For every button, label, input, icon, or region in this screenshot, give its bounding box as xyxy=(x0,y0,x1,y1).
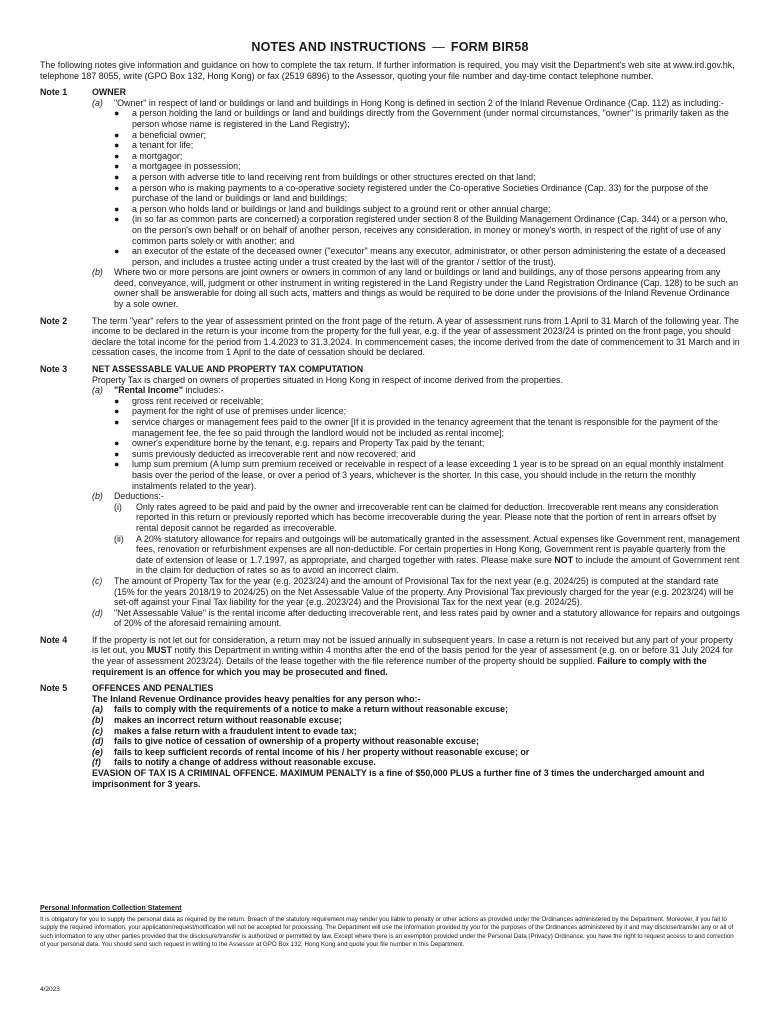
pics-text: It is obligatory for you to supply the personal data as required by the return. Breach of the statutory requirement may render you liable to penalty or other actions as provided under the Ordinances administered by the Department. Moreover, if you fail to supply the required information, your application/request/notification will not be accepted for processing. The Department will use the information provided by you for the purposes of the Ordinances administered by it and may disclose/transfer any or all of such information to any other parties provided that the disclosure/transfer is authorized or permitted by law. Except where there is an exemption provided under the Personal Data (Privacy) Ordinance, you have the right to request access to and correction of your personal data. You should send such request in writing to the Assessor at GPO Box 132, Hong Kong and quote your file number in this Department. xyxy=(40,915,734,949)
page-title xyxy=(40,40,740,54)
list-item: ● a person with adverse title to land receiving rent from buildings or other structures erected on that land; xyxy=(114,171,536,182)
note-3-d-label: (d) xyxy=(92,607,103,618)
note-3-c-label: (c) xyxy=(92,575,103,586)
note-2-text: The term "year" refers to the year of assessment printed on the front page of the return. A year of assessment runs from 1 April to 31 March of the following year. The income to be declared in the return is your income from the property for the full year, e.g. if the year of assessment 2023/24 is printed on the front page, you should declare the total income for the period from 1.4.2023 to 31.3.2024. In commencement cases, the income derived from the date of commencement to 31 March and in cessation cases, the income from 1 April to the date of cessation should be declared. xyxy=(92,315,740,358)
list-item: ● (in so far as common parts are concerned) a corporation registered under section 8 of the Building Management Ordinance (Cap. 344) or a person who, on the person's own behalf or on behalf of another person, receives any consideration, in money or money's worth, in respect of the right of use of any common parts solely or with another; and xyxy=(114,214,728,246)
note-4-text-post: notify this Department in writing within 4 months after the end of the basis period for the year of assessment (e.g. on or before 31 July 2024 for the year of assessment 2023/24). Details of the lease together with the file reference number of the property should be supplied. xyxy=(92,645,733,667)
form-version: 4/2023 xyxy=(40,986,60,993)
note-5-lead: The Inland Revenue Ordinance provides heavy penalties for any person who:- xyxy=(92,693,421,704)
note-5-label: Note 5 xyxy=(40,683,68,694)
note-3-lead: Property Tax is charged on owners of properties situated in Hong Kong in respect of income derived from the properties. xyxy=(92,374,563,385)
list-item: (a) fails to comply with the requirements of a notice to make a return without reasonable excuse; xyxy=(92,704,509,715)
list-item: ● sums previously deducted as irrecoverable rent and now recovered; and xyxy=(114,448,416,459)
list-item: ● lump sum premium (A lump sum premium received or receivable in respect of a lease exceeding 1 year is to be spread on an equal monthly instalment basis over the period of the lease, or over a period of 3 years, whichever is the shorter. In this case, you should include in the return the monthly instalments related to the year). xyxy=(114,459,724,491)
list-item: ● a person who holds land or buildings or land and buildings subject to a ground rent or other annual charge; xyxy=(114,203,551,214)
note-1-b-label: (b) xyxy=(92,267,103,278)
note-3-b-label: (b) xyxy=(92,491,103,502)
rental-income-list xyxy=(114,396,740,491)
note-1-b-text: Where two or more persons are joint owners or owners in common of any land or buildings or land and buildings, any of those persons appearing from any deed, conveyance, will, judgment or other instrument in writing registered in the Land Registry under the Land Registration Ordinance (Cap. 128) to be such an owner shall be answerable for doing all such acts, matters and things as would be required to be done under the provisions of the Inland Revenue Ordinance by a sole owner. xyxy=(114,267,739,310)
note-1-heading: OWNER xyxy=(92,87,127,98)
list-item: ● service charges or management fees paid to the owner [If it is provided in the tenancy agreement that the tenant is responsible for the payment of the management fee, the fee so paid through the landlord would not be included as rental income]; xyxy=(114,417,719,438)
list-item: ● an executor of the estate of the deceased owner ("executor" means any executor, administrator, or other person administering the estate of a deceased person, and includes a trustee acting under a trust created by the last will of the grantor / settlor of the trust). xyxy=(114,246,726,267)
note-1-a-text: "Owner" in respect of land or buildings or land and buildings in Hong Kong is defined in section 2 of the Inland Revenue Ordinance (Cap. 112) as including:- xyxy=(114,97,725,108)
note-1-a-label: (a) xyxy=(92,97,103,108)
note-4 xyxy=(40,635,740,677)
note-3-b-ii-text-pre: A 20% statutory allowance for repairs and outgoings will be automatically granted in the assessment. Actual expenses like Government rent, management fees, renovation or refurbishment expenses are all non-deductible. For certain properties in Hong Kong, Government rent is payable quarterly from the date of extension of lease or 1.7.1997, as appropriate, and charged together with rates. Please make sure xyxy=(136,533,740,565)
title-dash: — xyxy=(432,40,445,54)
note-3 xyxy=(40,364,740,629)
evasion-warning: EVASION OF TAX IS A CRIMINAL OFFENCE. MAXIMUM PENALTY is a fine of $50,000 PLUS a further fine of 3 times the undercharged amount and imprisonment for 3 years. xyxy=(92,768,705,789)
note-4-label: Note 4 xyxy=(40,634,68,645)
list-item: ● a tenant for life; xyxy=(114,140,194,151)
list-item: ● a mortgagee in possession; xyxy=(114,161,241,172)
note-3-b-i-text: Only rates agreed to be paid and paid by the owner and irrecoverable rent can be claimed for deduction. Irrecoverable rent means any consideration reported in this return or previously reported which has become irrecoverable during the year. Please note that the portion of rent in arrears offset by rental deposit cannot be regarded as irrecoverable. xyxy=(136,501,719,533)
note-3-b-ii-not: NOT xyxy=(554,554,574,565)
note-3-label: Note 3 xyxy=(40,364,68,375)
note-3-b-ii-label: (ii) xyxy=(114,533,124,544)
pics-heading: Personal Information Collection Statement xyxy=(40,905,182,912)
note-1 xyxy=(40,87,740,309)
list-item: ● a beneficial owner; xyxy=(114,129,207,140)
intro-paragraph: The following notes give information and guidance on how to complete the tax return. If further information is required, you may visit the Department's web site at www.ird.gov.hk, telephone 187 8055, write (GPO Box 132, Hong Kong) or fax (2519 6896) to the Assessor, quoting your file number and day-time contact telephone number. xyxy=(40,60,735,81)
list-item: (c) makes a false return with a fraudulent intent to evade tax; xyxy=(92,725,357,736)
list-item: ● owner's expenditure borne by the tenant, e.g. repairs and Property Tax paid by the tenant; xyxy=(114,438,485,449)
note-3-d-text: "Net Assessable Value" is the rental income after deducting irrecoverable rent, and less rates paid by owner and a statutory allowance for repairs and outgoings of 20% of the aforesaid remaining amount. xyxy=(114,607,740,629)
notes-page xyxy=(40,40,740,795)
note-3-heading: NET ASSESSABLE VALUE AND PROPERTY TAX COMPUTATION xyxy=(92,364,364,375)
note-4-offence-warning: Failure to comply with the requirement is an offence for which you may be prosecuted and fined. xyxy=(92,656,707,677)
list-item: ● a person holding the land or buildings or land and buildings directly from the Government (under normal circumstances, "owner" is primarily taken as the person whose name is registered in the Land Registry); xyxy=(114,108,729,129)
list-item: (f) fails to notify a change of address without reasonable excuse. xyxy=(92,757,376,768)
title-left: NOTES AND INSTRUCTIONS xyxy=(251,40,427,54)
note-4-text-pre: If the property is not let out for consideration, a return may not be issued annually in subsequent years. In case a return is not received but any part of your property is let out, you xyxy=(92,634,733,656)
note-2 xyxy=(40,316,740,358)
note-4-must: MUST xyxy=(146,645,172,656)
list-item: ● gross rent received or receivable; xyxy=(114,395,264,406)
note-5-heading: OFFENCES AND PENALTIES xyxy=(92,683,214,694)
note-3-a-label: (a) xyxy=(92,385,103,396)
list-item: ● a mortgagor; xyxy=(114,150,183,161)
note-1-label: Note 1 xyxy=(40,87,68,98)
note-5 xyxy=(40,683,740,789)
rental-income-heading-rest: includes:- xyxy=(183,385,224,396)
owner-bullet-list xyxy=(114,108,740,267)
list-item: ● a person who is making payments to a co-operative society registered under the Co-operative Societies Ordinance (Cap. 33) for the purpose of the purchase of the land or buildings or land and buildings; xyxy=(114,182,709,204)
list-item: ● payment for the right of use of premises under licence; xyxy=(114,406,347,417)
note-2-label: Note 2 xyxy=(40,315,68,326)
note-3-b-ii-text-post: to include the amount of Government rent in the claim for deduction of rates so as to avoid an incorrect claim. xyxy=(136,554,740,576)
list-item: (d) fails to give notice of cessation of ownership of a property without reasonable excuse; xyxy=(92,736,479,747)
deductions-heading: Deductions:- xyxy=(114,491,164,502)
list-item: (b) makes an incorrect return without reasonable excuse; xyxy=(92,715,342,726)
note-3-b-i-label: (i) xyxy=(114,501,122,512)
list-item: (e) fails to keep sufficient records of rental income of his / her property without reasonable excuse; or xyxy=(92,746,530,757)
title-right: FORM BIR58 xyxy=(450,40,529,54)
note-3-c-text: The amount of Property Tax for the year (e.g. 2023/24) and the amount of Provisional Tax for the next year (e.g. 2024/25) is computed at the standard rate (15% for the years 2018/19 to 2024/25) on the Net Assessable Value of the property. Any Provisional Tax previously charged for the year (e.g. 2023/24) will be set-off against your Final Tax liability for the year (e.g. 2023/24) and the Provisional Tax for the next year (e.g. 2024/25). xyxy=(114,575,734,608)
rental-income-heading: "Rental Income" xyxy=(114,385,184,396)
personal-information-statement xyxy=(40,905,740,950)
